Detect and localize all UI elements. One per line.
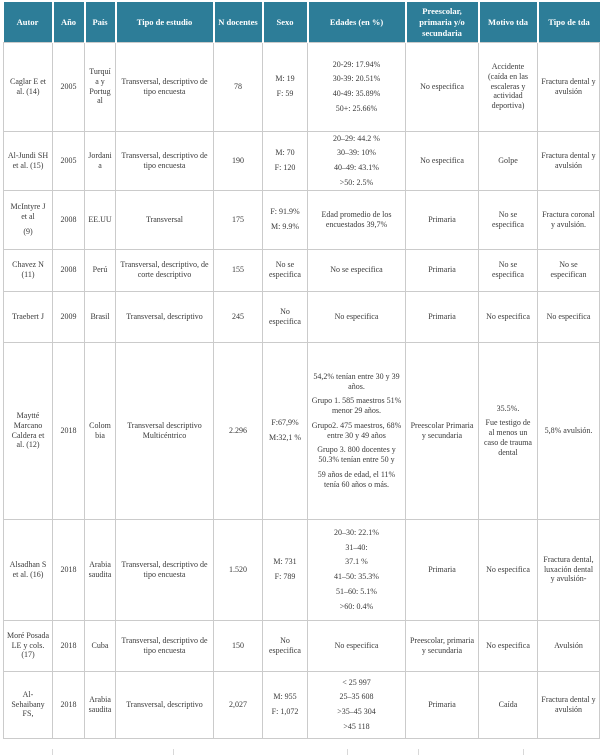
table-cell: Caglar E et al. (14) — [4, 42, 53, 131]
table-cell: Traebert J — [4, 291, 53, 342]
col-header-nivel-escolar: Preescolar, primaria y/o secundaria — [406, 3, 479, 42]
table-cell: Cuba — [85, 620, 116, 671]
table-cell: Perú — [85, 249, 116, 291]
review-table — [3, 2, 600, 739]
table-cell: 155 — [214, 249, 263, 291]
table-row — [4, 190, 600, 249]
table-cell: No especifica — [479, 620, 538, 671]
table-cell: No se especifica — [479, 190, 538, 249]
table-cell: 2018 — [53, 620, 85, 671]
table-cell: Accidente (caída en las escaleras y actividad deportiva) — [479, 42, 538, 131]
table-body — [4, 42, 600, 738]
table-cell: Primaria — [406, 190, 479, 249]
table-cell: Fractura dental, luxación dental y avulsión- — [538, 519, 600, 620]
col-header-pais: País — [85, 3, 116, 42]
table-row — [4, 519, 600, 620]
table-row — [4, 42, 600, 131]
table-cell: No especifica — [406, 131, 479, 190]
table-cell: Colombia — [85, 342, 116, 519]
table-cell: 2005 — [53, 131, 85, 190]
table-cell: McIntyre J et al (9) — [4, 190, 53, 249]
table-cell: Transversal, descriptivo de tipo encuesta — [116, 42, 214, 131]
col-header-n-docentes: N docentes — [214, 3, 263, 42]
table-cell: 245 — [214, 291, 263, 342]
table-cell: 2,027 — [214, 671, 263, 738]
table-cell: Transversal — [116, 190, 214, 249]
table-cell: F: 91.9% M: 9.9% — [263, 190, 308, 249]
table-row — [4, 342, 600, 519]
col-header-sexo: Sexo — [263, 3, 308, 42]
table-cell: 2.296 — [214, 342, 263, 519]
table-cell: No especifica — [308, 620, 406, 671]
document-page — [0, 2, 602, 755]
table-cell: 35.5%. Fue testigo de al menos un caso de trauma dental — [479, 342, 538, 519]
table-cell: 20-29: 17.94% 30-39: 20.51% 40-49: 35.89% 50+: 25.66% — [308, 42, 406, 131]
table-cell: 190 — [214, 131, 263, 190]
col-header-ano: Año — [53, 3, 85, 42]
table-cell: Fractura coronal y avulsión. — [538, 190, 600, 249]
table-cell: Arabia saudita — [85, 519, 116, 620]
table-cell: Transversal, descriptivo de tipo encuesta — [116, 131, 214, 190]
col-header-tipo-tda: Tipo de tda — [538, 3, 600, 42]
table-cell: No especifica — [479, 519, 538, 620]
table-cell: Transversal, descriptivo, de corte descriptivo — [116, 249, 214, 291]
col-header-edades: Edades (en %) — [308, 3, 406, 42]
table-cell: No especifica — [308, 291, 406, 342]
table-cell: Transversal, descriptivo — [116, 671, 214, 738]
table-cell: Caída — [479, 671, 538, 738]
header-row — [4, 3, 600, 42]
table-cell: 20–30: 22.1% 31–40: 37.1 % 41–50: 35.3% 51–60: 5.1% >60: 0.4% — [308, 519, 406, 620]
table-cell: 5,8% avulsión. — [538, 342, 600, 519]
table-cell: M: 955 F: 1,072 — [263, 671, 308, 738]
table-cell: No especifica — [479, 291, 538, 342]
table-cell: 2008 — [53, 190, 85, 249]
table-cell: Fractura dental y avulsión — [538, 671, 600, 738]
table-cell: Arabia saudita — [85, 671, 116, 738]
table-cell: Transversal, descriptivo de tipo encuesta — [116, 519, 214, 620]
table-cell: Primaria — [406, 519, 479, 620]
col-header-autor: Autor — [4, 3, 53, 42]
table-row — [4, 620, 600, 671]
table-cell: Transversal, descriptivo — [116, 291, 214, 342]
table-cell: M: 731 F: 789 — [263, 519, 308, 620]
table-cell: Fractura dental y avulsión — [538, 42, 600, 131]
table-cell: 1.520 — [214, 519, 263, 620]
table-cell: No se especifica — [479, 249, 538, 291]
table-cell: Chavez N (11) — [4, 249, 53, 291]
table-cell: 78 — [214, 42, 263, 131]
table-cell: < 25 997 25–35 608 >35–45 304 >45 118 — [308, 671, 406, 738]
table-cell: Moré Posada LE y cols. (17) — [4, 620, 53, 671]
table-cell: Fractura dental y avulsión — [538, 131, 600, 190]
table-row — [4, 249, 600, 291]
table-cell: No especifica — [263, 620, 308, 671]
table-cell: Transversal, descriptivo de tipo encuesta — [116, 620, 214, 671]
table-cell: 2018 — [53, 342, 85, 519]
table-cell: 2018 — [53, 519, 85, 620]
table-cell: No se especifican — [538, 249, 600, 291]
table-cell: Jordania — [85, 131, 116, 190]
table-cell: Golpe — [479, 131, 538, 190]
table-cell: Primaria — [406, 291, 479, 342]
table-cell: 2005 — [53, 42, 85, 131]
table-cell: No se especifica — [308, 249, 406, 291]
table-cell: Primaria — [406, 249, 479, 291]
table-cell: F:67,9% M:32,1 % — [263, 342, 308, 519]
table-cell: No especifica — [263, 291, 308, 342]
table-cell: EE.UU — [85, 190, 116, 249]
table-cell: 20–29: 44.2 % 30–39: 10% 40–49: 43.1% >50: 2.5% — [308, 131, 406, 190]
table-continuation-ticks — [0, 748, 602, 755]
table-cell: No especifica — [406, 42, 479, 131]
table-cell: Avulsión — [538, 620, 600, 671]
table-cell: Primaria — [406, 671, 479, 738]
table-cell: Preescolar, primaria y secundaria — [406, 620, 479, 671]
table-cell: Al-Sehaibany FS, — [4, 671, 53, 738]
col-header-motivo-tda: Motivo tda — [479, 3, 538, 42]
table-cell: Edad promedio de los encuestados 39,7% — [308, 190, 406, 249]
table-cell: Preescolar Primaria y secundaria — [406, 342, 479, 519]
table-row — [4, 131, 600, 190]
table-cell: 150 — [214, 620, 263, 671]
table-cell: Turquía y Portugal — [85, 42, 116, 131]
table-cell: 54,2% tenían entre 30 y 39 años. Grupo 1. 585 maestros 51% menor 29 años. Grupo2. 475 maestros, 68% entre 30 y 49 años Grupo 3. 800 docentes y 50.3% tenían entre 50 y 59 años de edad, el 11% tenía 60 años o más. — [308, 342, 406, 519]
table-cell: Maytté Marcano Caldera et al. (12) — [4, 342, 53, 519]
table-cell: 2018 — [53, 671, 85, 738]
table-cell: M: 70 F: 120 — [263, 131, 308, 190]
table-cell: M: 19 F: 59 — [263, 42, 308, 131]
table-cell: No se especifica — [263, 249, 308, 291]
col-header-tipo-estudio: Tipo de estudio — [116, 3, 214, 42]
table-row — [4, 671, 600, 738]
table-row — [4, 291, 600, 342]
table-cell: 2009 — [53, 291, 85, 342]
table-cell: Al-Jundi SH et al. (15) — [4, 131, 53, 190]
table-cell: No especifica — [538, 291, 600, 342]
table-cell: Transversal descriptivo Multicéntrico — [116, 342, 214, 519]
table-cell: Brasil — [85, 291, 116, 342]
table-cell: 175 — [214, 190, 263, 249]
table-cell: 2008 — [53, 249, 85, 291]
table-cell: Alsadhan S et al. (16) — [4, 519, 53, 620]
